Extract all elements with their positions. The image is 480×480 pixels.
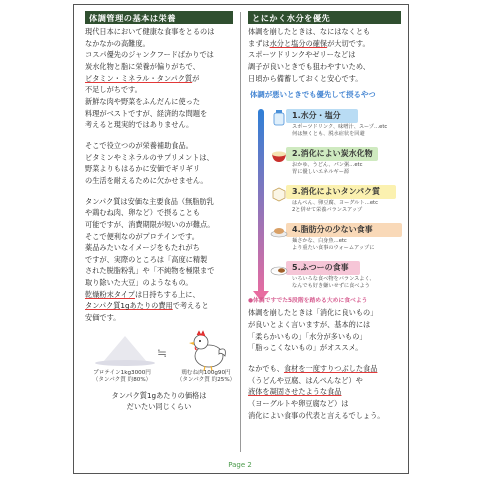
page-number: Page 2 (228, 461, 252, 469)
price-conclusion: タンパク質1gあたりの価格は だいたい同じくらい (111, 390, 207, 411)
right-column (248, 11, 401, 421)
right-paragraph-3: なかでも、食材を一度すりつぶした食品 （うどんや豆腐、はんぺんなど）や 液体を凝固させたような食品 （ヨーグルトや卵豆腐など）は 消化によい食事の代表と言えるでしょう。 (248, 363, 385, 420)
highlight-nutrients: ビタミン・ミネラル・タンパク質 (85, 73, 193, 83)
left-column (85, 11, 236, 412)
tofu-icon (270, 184, 288, 202)
highlight-cost: タンパク質1gあたりの費用 (85, 301, 173, 311)
left-paragraph-2: そこで役立つのが栄養補助食品。 ビタミンやミネラルのサプリメントは、 野菜よりもはるかに安価でギリギリ の生活を耐えるために欠かせません。 (85, 140, 214, 185)
highlight-mashed-food: 食材を一度すりつぶした食品 (283, 363, 378, 373)
right-paragraph-1: 体調を崩したときは、なにはなくとも まずは水分と塩分の確保が大切です。 スポーツドリンクやゼリーなどは 調子が良いときでも狙わやすいため、 日頃から備蓄しておくと安心です。 (248, 27, 371, 83)
bottle-icon (270, 108, 288, 126)
curry-plate-icon (270, 260, 288, 278)
approx-equal-symbol: ≒ (157, 345, 168, 360)
chicken-icon (185, 330, 229, 372)
chicken-caption: 鶏むね肉100g90円 （タンパク質 約25%） (176, 369, 236, 384)
highlight-powder: 乾燥粉末タイプ (85, 289, 135, 299)
price-comparison-illustration (85, 330, 236, 390)
left-paragraph-1: 現代日本において健康な食事をとるのは なかなかの高難度。 コスパ優先のジャンクフードばかりでは 炭水化物と脂に栄養が偏りがちで、 ビタミン・ミネラル・タンパク質が 不足しがちです。 新鮮な肉や野菜をふんだんに使った 料理がベストですが、経済的な問題を 考えると現実的ではありません。 (85, 27, 215, 130)
right-heading: とにかく水分を優先 (248, 11, 401, 24)
priority-arrow (258, 109, 264, 297)
left-heading: 体調管理の基本は栄養 (85, 11, 233, 24)
noodle-bowl-icon (270, 146, 288, 164)
tier-5: 5.ふつーの食事 いろいろな食べ物をバランスよく、 なんでも好き嫌いせずに食べよう (276, 259, 402, 293)
priority-chart-title: 体調が悪いときでも優先して摂るやつ (250, 90, 376, 100)
protein-powder-base (95, 360, 155, 366)
tier-1: 1.水分・塩分 スポーツドリンク、味噌汁、スープ…etc 何は無くとも、脱水症状を回避 (276, 107, 402, 141)
tier-2: 2.消化によい炭水化物 おかゆ、うどん、パン粥…etc 胃に優しいエネルギー源 (276, 145, 402, 179)
tier-3: 3.消化によいタンパク質 はんぺん、卵豆腐、ヨーグルト…etc 2と併せて栄養バランスアップ (276, 183, 402, 217)
right-paragraph-2: 体調を崩したときは「消化に良いもの」 が良いとよく言いますが、基本的には 「柔らかいもの」「水分が多いもの」 「脂っこくないもの」がオススメ。 (248, 308, 378, 353)
left-paragraph-3: タンパク質は安価な主要食品（無脂肪乳 や鶏むね肉、卵など）で摂ることも 可能ですが、消費期限が短いのが難点。 そこで便利なのがプロテインです。 薬品みたいなイメージをもたれがち ですが、実際のところは「高度に精製 された脱脂粉乳」や「不純物を極限まで 取り除いた大豆」のようなもの。 乾燥粉末タイプは日持ちする上に、 タンパク質1gあたりの費用で考えると 安価です。 (85, 196, 215, 323)
fish-dish-icon (270, 222, 288, 240)
protein-caption: プロテイン1kg3000円 （タンパク質 約80%） (92, 369, 152, 384)
column-divider (240, 12, 241, 452)
protein-powder-icon (103, 336, 147, 362)
highlight-water-salt: 水分と塩分の確保 (269, 38, 328, 48)
priority-chart (248, 103, 401, 305)
tier-4: 4.脂肪分の少ない食事 麺さかな、白身魚…etc より重たい食事のウォームアップに (276, 221, 402, 255)
priority-chart-note: ●体調ですでた5段階を踏める大めに食べよう (248, 298, 368, 305)
highlight-gel-food: 液体を凝固させたような食品 (248, 387, 342, 397)
